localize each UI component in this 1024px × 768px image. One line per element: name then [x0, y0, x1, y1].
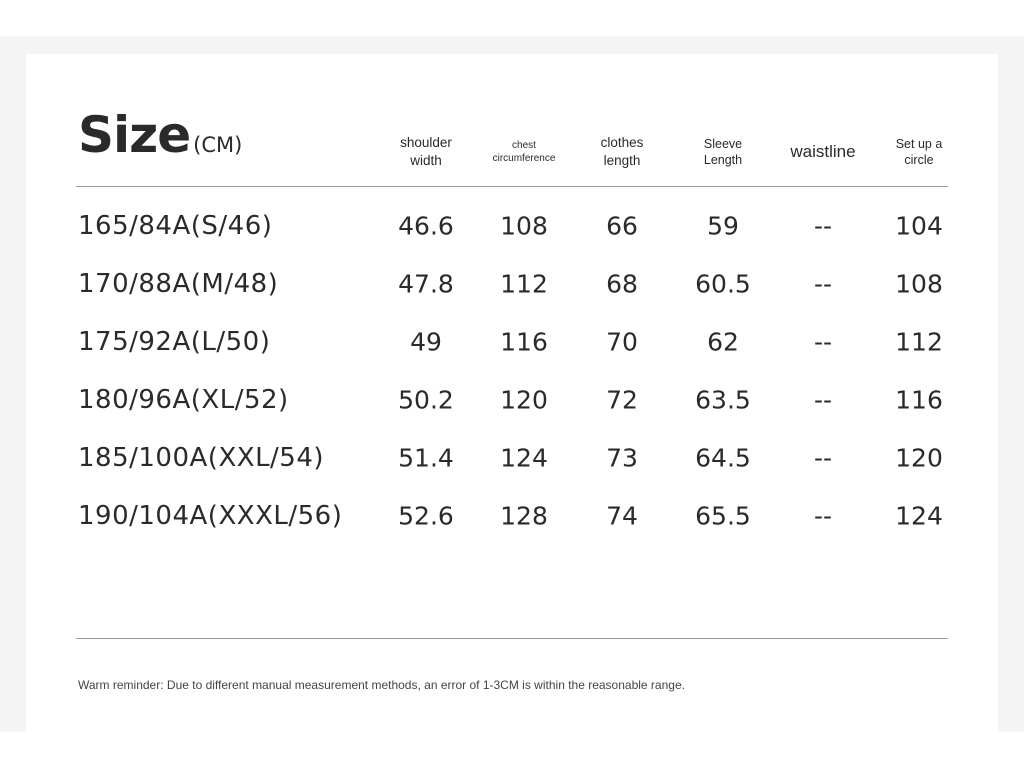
header-chest-circumference	[479, 126, 569, 178]
row-size-label: 175/92A(L/50)	[78, 327, 271, 357]
cell-waistline: --	[813, 443, 833, 473]
row-size-label: 180/96A(XL/52)	[78, 385, 289, 415]
header-shoulder-width	[381, 126, 471, 178]
cell-chest-circumference: 120	[500, 385, 548, 415]
header-clothes-length	[577, 126, 667, 178]
header-set-up-a-circle	[874, 126, 964, 178]
cell-sleeve-length: 60.5	[695, 269, 751, 299]
header-line: width	[410, 153, 442, 168]
cell-shoulder-width: 46.6	[398, 211, 454, 241]
title-main: Size	[78, 106, 191, 164]
row-size-label: 165/84A(S/46)	[78, 211, 273, 241]
cell-waistline: --	[813, 327, 833, 357]
row-size-label: 185/100A(XXL/54)	[78, 443, 325, 473]
title-unit: (CM)	[193, 133, 243, 157]
header-line: shoulder	[400, 135, 452, 151]
header-sleeve-length	[678, 126, 768, 178]
cell-waistline: --	[813, 385, 833, 415]
header-line: clothes	[600, 135, 644, 151]
cell-shoulder-width: 47.8	[398, 269, 454, 299]
warm-reminder-note: Warm reminder: Due to different manual measurement methods, an error of 1-3CM is within the reasonable range.	[78, 678, 685, 692]
cell-waistline: --	[813, 501, 833, 531]
header-line: length	[603, 153, 641, 168]
header-line: Sleeve	[703, 136, 743, 151]
cell-set-up-a-circle: 116	[895, 385, 943, 415]
cell-set-up-a-circle: 112	[895, 327, 943, 357]
cell-waistline: --	[813, 211, 833, 241]
cell-chest-circumference: 128	[500, 501, 548, 531]
header-line: Length	[703, 153, 743, 167]
header-waistline	[778, 126, 868, 178]
header-line: Set up a	[895, 136, 943, 151]
cell-chest-circumference: 124	[500, 443, 548, 473]
cell-shoulder-width: 51.4	[398, 443, 454, 473]
cell-shoulder-width: 50.2	[398, 385, 454, 415]
cell-set-up-a-circle: 104	[895, 211, 943, 241]
cell-chest-circumference: 108	[500, 211, 548, 241]
cell-chest-circumference: 116	[500, 327, 548, 357]
cell-set-up-a-circle: 124	[895, 501, 943, 531]
cell-sleeve-length: 63.5	[695, 385, 751, 415]
cell-shoulder-width: 49	[410, 327, 442, 357]
cell-sleeve-length: 64.5	[695, 443, 751, 473]
footer-divider	[76, 638, 948, 639]
cell-set-up-a-circle: 120	[895, 443, 943, 473]
cell-sleeve-length: 62	[707, 327, 739, 357]
cell-sleeve-length: 59	[707, 211, 739, 241]
chart-title	[78, 106, 242, 164]
header-line: waistline	[790, 141, 856, 161]
header-divider	[76, 186, 948, 187]
header-line: circle	[904, 153, 934, 167]
row-size-label: 190/104A(XXXL/56)	[78, 501, 343, 531]
cell-clothes-length: 68	[606, 269, 638, 299]
cell-shoulder-width: 52.6	[398, 501, 454, 531]
cell-chest-circumference: 112	[500, 269, 548, 299]
cell-waistline: --	[813, 269, 833, 299]
cell-clothes-length: 73	[606, 443, 638, 473]
header-line: chest	[512, 140, 536, 151]
cell-clothes-length: 72	[606, 385, 638, 415]
header-line: circumference	[492, 153, 556, 164]
cell-set-up-a-circle: 108	[895, 269, 943, 299]
cell-clothes-length: 66	[606, 211, 638, 241]
page-background	[0, 36, 1024, 732]
row-size-label: 170/88A(M/48)	[78, 269, 279, 299]
cell-clothes-length: 70	[606, 327, 638, 357]
cell-clothes-length: 74	[606, 501, 638, 531]
size-chart-card	[26, 54, 998, 734]
cell-sleeve-length: 65.5	[695, 501, 751, 531]
